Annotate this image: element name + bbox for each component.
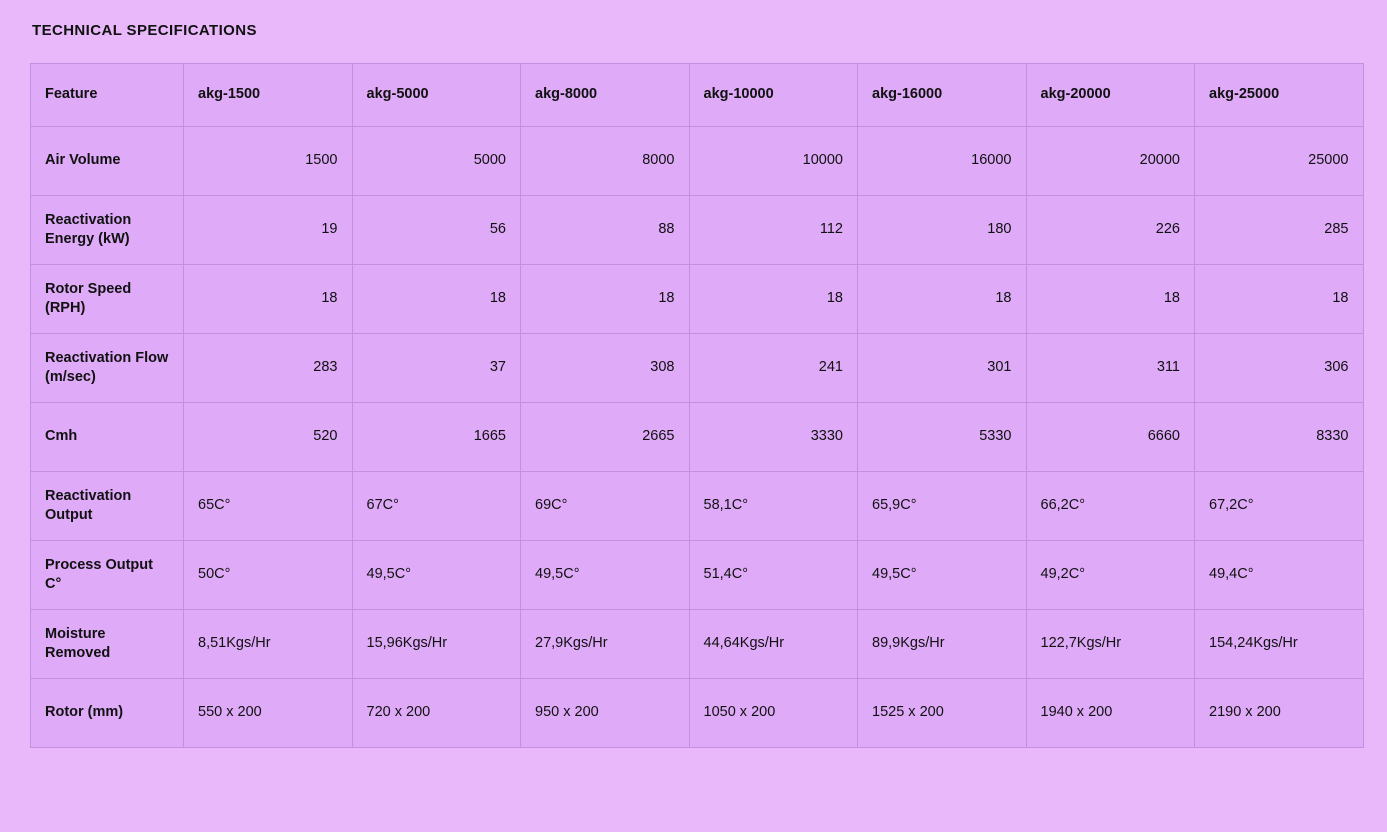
table-cell: 18 [352, 265, 521, 334]
table-cell: 1050 x 200 [689, 679, 858, 748]
table-cell: 44,64Kgs/Hr [689, 610, 858, 679]
table-cell: 1665 [352, 403, 521, 472]
table-cell: 49,5C° [352, 541, 521, 610]
table-cell: 301 [858, 334, 1027, 403]
table-row [31, 472, 1364, 541]
table-cell: 66,2C° [1026, 472, 1195, 541]
table-cell: 6660 [1026, 403, 1195, 472]
table-cell: 122,7Kgs/Hr [1026, 610, 1195, 679]
table-cell: 37 [352, 334, 521, 403]
row-header-label: Reactivation Output [31, 472, 184, 541]
table-cell: 89,9Kgs/Hr [858, 610, 1027, 679]
column-header-model: akg-8000 [521, 64, 690, 127]
table-cell: 180 [858, 196, 1027, 265]
row-header-label: Moisture Removed [31, 610, 184, 679]
table-cell: 67C° [352, 472, 521, 541]
table-cell: 69C° [521, 472, 690, 541]
table-cell: 154,24Kgs/Hr [1195, 610, 1364, 679]
table-cell: 15,96Kgs/Hr [352, 610, 521, 679]
table-cell: 283 [184, 334, 353, 403]
table-cell: 520 [184, 403, 353, 472]
table-cell: 18 [521, 265, 690, 334]
column-header-feature: Feature [31, 64, 184, 127]
column-header-model: akg-16000 [858, 64, 1027, 127]
table-cell: 950 x 200 [521, 679, 690, 748]
table-body [31, 127, 1364, 748]
row-header-label: Reactivation Flow (m/sec) [31, 334, 184, 403]
table-row [31, 265, 1364, 334]
table-cell: 5000 [352, 127, 521, 196]
row-header-label: Process Output C° [31, 541, 184, 610]
table-cell: 67,2C° [1195, 472, 1364, 541]
table-cell: 18 [1026, 265, 1195, 334]
table-row [31, 127, 1364, 196]
table-cell: 65C° [184, 472, 353, 541]
table-cell: 2190 x 200 [1195, 679, 1364, 748]
table-row [31, 403, 1364, 472]
table-cell: 49,5C° [521, 541, 690, 610]
table-cell: 16000 [858, 127, 1027, 196]
table-row [31, 610, 1364, 679]
table-cell: 308 [521, 334, 690, 403]
table-cell: 20000 [1026, 127, 1195, 196]
table-cell: 8,51Kgs/Hr [184, 610, 353, 679]
table-cell: 5330 [858, 403, 1027, 472]
table-cell: 18 [184, 265, 353, 334]
table-cell: 2665 [521, 403, 690, 472]
table-cell: 49,2C° [1026, 541, 1195, 610]
table-cell: 19 [184, 196, 353, 265]
table-header [31, 64, 1364, 127]
table-cell: 1940 x 200 [1026, 679, 1195, 748]
table-cell: 8000 [521, 127, 690, 196]
table-cell: 3330 [689, 403, 858, 472]
table-cell: 226 [1026, 196, 1195, 265]
table-cell: 58,1C° [689, 472, 858, 541]
column-header-model: akg-10000 [689, 64, 858, 127]
row-header-label: Air Volume [31, 127, 184, 196]
table-cell: 49,4C° [1195, 541, 1364, 610]
table-cell: 18 [689, 265, 858, 334]
table-row [31, 679, 1364, 748]
table-cell: 18 [1195, 265, 1364, 334]
table-row [31, 334, 1364, 403]
row-header-label: Cmh [31, 403, 184, 472]
table-row [31, 541, 1364, 610]
table-cell: 1500 [184, 127, 353, 196]
row-header-label: Rotor (mm) [31, 679, 184, 748]
table-cell: 88 [521, 196, 690, 265]
table-cell: 56 [352, 196, 521, 265]
column-header-model: akg-1500 [184, 64, 353, 127]
table-cell: 306 [1195, 334, 1364, 403]
table-cell: 18 [858, 265, 1027, 334]
table-cell: 8330 [1195, 403, 1364, 472]
table-cell: 311 [1026, 334, 1195, 403]
page-title: TECHNICAL SPECIFICATIONS [32, 22, 257, 39]
table-cell: 112 [689, 196, 858, 265]
table-row [31, 196, 1364, 265]
table-cell: 25000 [1195, 127, 1364, 196]
table-cell: 50C° [184, 541, 353, 610]
technical-specifications-table [30, 63, 1364, 748]
table-cell: 720 x 200 [352, 679, 521, 748]
column-header-model: akg-25000 [1195, 64, 1364, 127]
table-cell: 550 x 200 [184, 679, 353, 748]
table-cell: 285 [1195, 196, 1364, 265]
table-cell: 49,5C° [858, 541, 1027, 610]
table-cell: 241 [689, 334, 858, 403]
column-header-model: akg-5000 [352, 64, 521, 127]
table-cell: 27,9Kgs/Hr [521, 610, 690, 679]
row-header-label: Rotor Speed (RPH) [31, 265, 184, 334]
table-cell: 51,4C° [689, 541, 858, 610]
table-header-row [31, 64, 1364, 127]
table-cell: 65,9C° [858, 472, 1027, 541]
table-cell: 1525 x 200 [858, 679, 1027, 748]
row-header-label: Reactivation Energy (kW) [31, 196, 184, 265]
table-cell: 10000 [689, 127, 858, 196]
column-header-model: akg-20000 [1026, 64, 1195, 127]
